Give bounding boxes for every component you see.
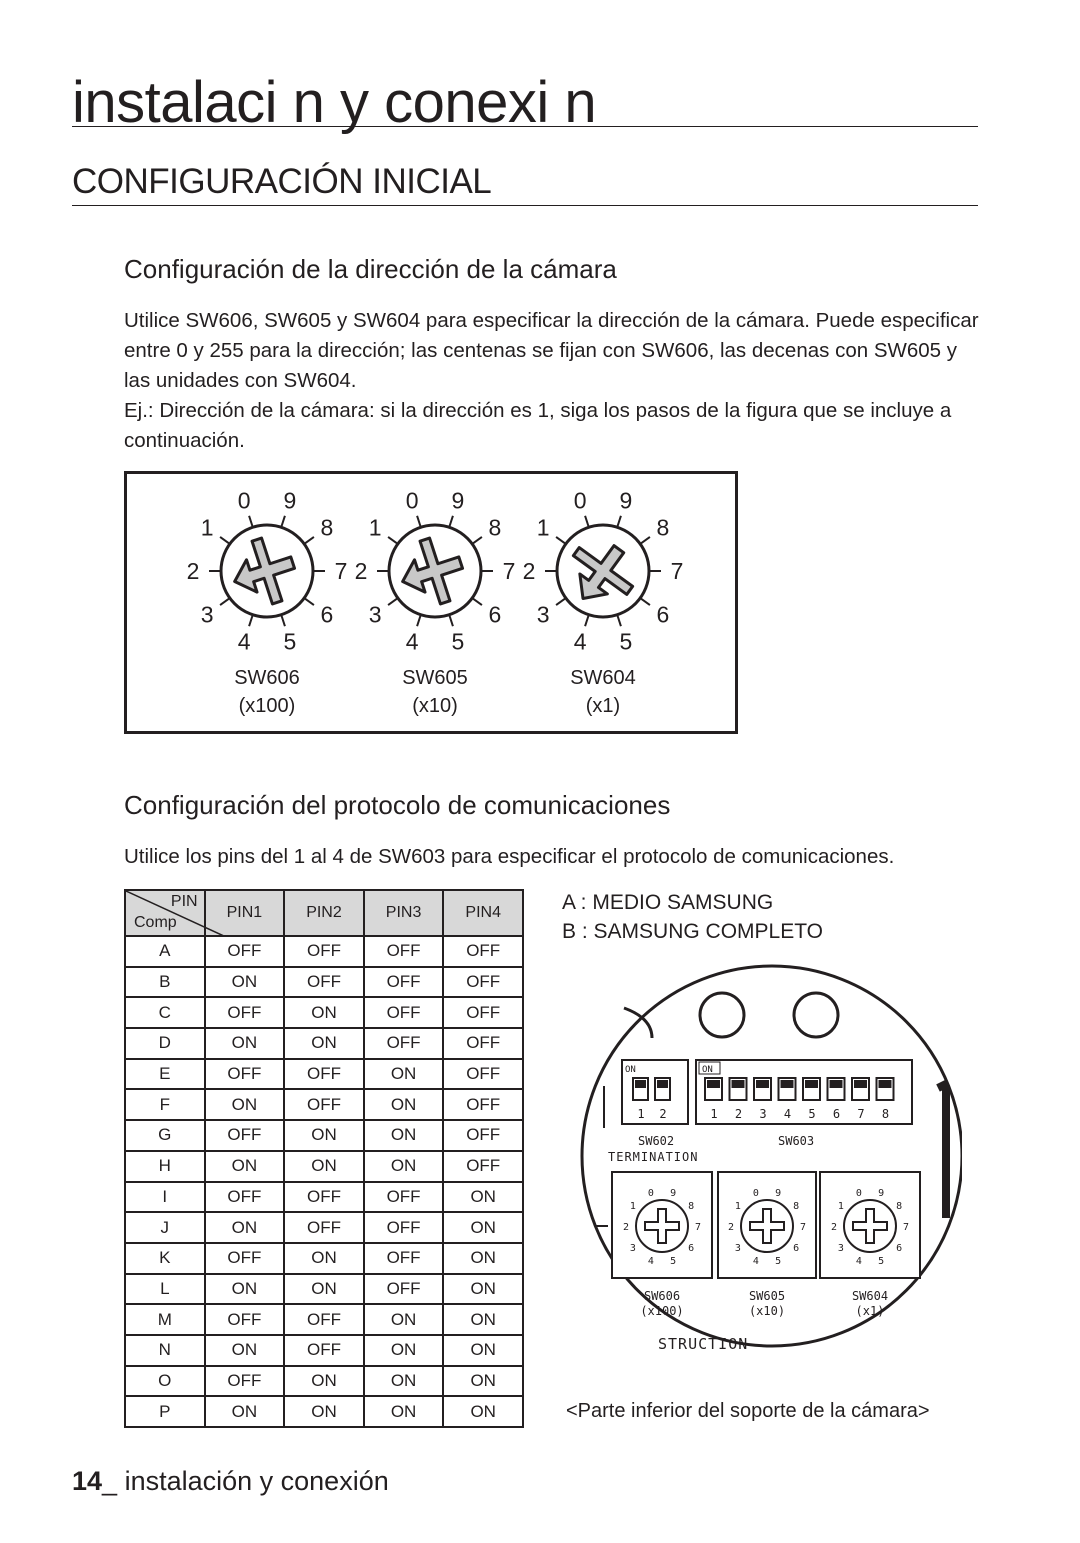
table-cell-pin: OFF [443, 1151, 523, 1182]
rotary-digit: 2 [727, 1222, 735, 1233]
legend-b: B : SAMSUNG COMPLETO [562, 920, 823, 943]
dial-digit: 0 [405, 487, 419, 514]
table-cell-pin: ON [205, 1335, 285, 1366]
dial-digit: 2 [354, 558, 368, 584]
dial-arrow-pointer-0 [224, 531, 302, 613]
dial-digit: 1 [536, 514, 550, 541]
table-cell-pin: ON [205, 1396, 285, 1427]
dial-tick [556, 598, 566, 605]
switch-sw603 [696, 1060, 912, 1124]
dial-arrow-pointer-1 [392, 531, 470, 613]
dial-digit: 7 [502, 558, 516, 584]
table-cell-comp: B [125, 967, 205, 998]
table-cell-pin: OFF [284, 1059, 364, 1090]
dip-pin-number: 7 [857, 1107, 865, 1121]
rotary-dial-figure [124, 471, 738, 734]
table-cell-pin: OFF [364, 967, 444, 998]
sw603-label: SW603 [778, 1134, 815, 1148]
dial-tick [388, 537, 398, 544]
dial-digit: 9 [619, 487, 633, 514]
dial-digit: 6 [488, 601, 502, 628]
rotary-dial-sw605 [355, 488, 516, 717]
dial-digit: 4 [405, 628, 419, 655]
rotary-digit: 4 [752, 1256, 759, 1268]
table-cell-comp: K [125, 1243, 205, 1274]
dial-tick [585, 615, 589, 626]
dial-digit: 5 [619, 628, 633, 655]
dial-tick [304, 537, 314, 544]
dip-pin-number: 8 [881, 1107, 890, 1121]
table-row [125, 1028, 523, 1059]
dial-multiplier: (x10) [412, 695, 458, 717]
table-row [125, 1089, 523, 1120]
dial-digit: 3 [368, 601, 382, 628]
rotary-digit: 6 [793, 1243, 800, 1255]
address-heading: Configuración de la dirección de la cámara [124, 254, 617, 284]
rotary-digit: 0 [855, 1187, 862, 1199]
protocol-table [124, 889, 524, 1428]
dial-digit: 6 [656, 601, 670, 628]
rotary-dials-drawing [127, 474, 735, 731]
legend-a: A : MEDIO SAMSUNG [562, 891, 774, 914]
dip-switch-knob [781, 1080, 794, 1088]
dial-name: SW606 [234, 667, 300, 689]
table-header-row [125, 890, 523, 936]
table-cell-pin: ON [443, 1366, 523, 1397]
table-header-pin1: PIN1 [205, 890, 285, 936]
table-cell-pin: ON [284, 1151, 364, 1182]
termination-label: TERMINATION [608, 1150, 699, 1164]
table-cell-pin: OFF [364, 1243, 444, 1274]
dip-pin-number: 2 [734, 1107, 743, 1121]
table-cell-pin: OFF [443, 1059, 523, 1090]
address-paragraph-2: Ej.: Dirección de la cámara: si la dirección es 1, siga los pasos de la figura que se incluye a continuación. [124, 399, 952, 452]
dial-digit: 0 [237, 487, 251, 514]
table-cell-pin: OFF [284, 1182, 364, 1213]
table-cell-comp: A [125, 936, 205, 967]
table-cell-pin: OFF [284, 1089, 364, 1120]
dial-tick [449, 516, 453, 527]
rotary-digit: 6 [896, 1243, 903, 1255]
rotary-dial-sw604 [523, 488, 684, 717]
protocol-paragraph: Utilice los pins del 1 al 4 de SW603 para especificar el protocolo de comunicaciones. [124, 845, 895, 868]
table-cell-pin: OFF [284, 1212, 364, 1243]
rotary-digit: 8 [688, 1200, 695, 1212]
table-cell-comp: L [125, 1274, 205, 1305]
dip-pin-number: 3 [759, 1107, 767, 1121]
table-cell-pin: OFF [284, 967, 364, 998]
chapter-title: instalaci n y conexi n [72, 70, 597, 135]
table-cell-comp: G [125, 1120, 205, 1151]
table-cell-pin: ON [284, 1120, 364, 1151]
table-cell-pin: OFF [443, 1120, 523, 1151]
table-cell-pin: OFF [364, 1182, 444, 1213]
table-cell-pin: OFF [364, 1212, 444, 1243]
dip-pin-number: 2 [659, 1107, 667, 1121]
dial-tick [472, 598, 482, 605]
table-cell-pin: OFF [205, 1182, 285, 1213]
table-cell-pin: ON [364, 1366, 444, 1397]
dial-tick [220, 598, 230, 605]
rotary-digit: 8 [793, 1200, 800, 1212]
table-corner-cell [125, 890, 205, 936]
table-row [125, 1335, 523, 1366]
dip-switch-knob [635, 1080, 646, 1088]
dial-digit: 1 [368, 514, 382, 541]
table-row [125, 1366, 523, 1397]
section-rule [72, 205, 978, 206]
rotary-name: SW606 [643, 1289, 681, 1303]
dial-tick [417, 516, 421, 527]
rotary-digit: 5 [775, 1256, 782, 1268]
corner-pin-label: PIN [170, 893, 198, 910]
dip-switch-knob [805, 1080, 818, 1088]
table-cell-pin: OFF [205, 1059, 285, 1090]
dial-digit: 6 [320, 601, 334, 628]
table-cell-comp: P [125, 1396, 205, 1427]
dial-tick [220, 537, 230, 544]
table-cell-pin: OFF [443, 997, 523, 1028]
protocol-heading: Configuración del protocolo de comunicaciones [124, 790, 671, 820]
table-cell-comp: C [125, 997, 205, 1028]
board-bottom-label: STRUCTION [658, 1335, 749, 1353]
dial-tick [417, 615, 421, 626]
dip-switch-knob [879, 1080, 892, 1088]
dial-tick [281, 516, 285, 527]
dip-pin-number: 1 [710, 1107, 718, 1121]
dial-tick [281, 615, 285, 626]
dip-switch-knob [756, 1080, 769, 1088]
table-row [125, 1182, 523, 1213]
table-cell-pin: OFF [364, 1274, 444, 1305]
page-number: 14 [72, 1466, 103, 1496]
figure-caption: <Parte inferior del soporte de la cámara> [566, 1400, 930, 1422]
dial-digit: 5 [451, 628, 465, 655]
rotary-digit: 9 [670, 1187, 677, 1199]
table-cell-pin: ON [364, 1151, 444, 1182]
dip-pin-number: 4 [783, 1107, 792, 1121]
table-cell-comp: M [125, 1304, 205, 1335]
sw602-on-label: ON [625, 1065, 636, 1075]
page-footer [72, 1466, 389, 1497]
rotary-digit: 1 [629, 1200, 636, 1212]
table-cell-pin: ON [364, 1089, 444, 1120]
rotary-digit: 9 [878, 1187, 885, 1199]
table-cell-pin: OFF [364, 997, 444, 1028]
table-row [125, 1151, 523, 1182]
table-cell-pin: OFF [205, 1366, 285, 1397]
table-cell-pin: OFF [284, 1335, 364, 1366]
rotary-digit: 0 [647, 1187, 654, 1199]
dial-tick [449, 615, 453, 626]
table-cell-pin: ON [205, 1274, 285, 1305]
table-cell-pin: ON [284, 997, 364, 1028]
rotary-digit: 3 [837, 1243, 844, 1255]
table-body [125, 936, 523, 1427]
table-cell-pin: ON [205, 1028, 285, 1059]
chapter-rule [72, 126, 978, 127]
address-paragraph-1: Utilice SW606, SW605 y SW604 para especificar la dirección de la cámara. Puede especificar entre 0 y 255 para la dirección; las centenas se fijan con SW606, las decenas con SW605 y las unidades con SW604. [124, 309, 979, 392]
table-row [125, 1243, 523, 1274]
rotary-digit: 7 [799, 1222, 807, 1233]
dial-tick [640, 598, 650, 605]
rotary-multiplier: (x100) [640, 1304, 684, 1318]
rotary-digit: 2 [622, 1222, 630, 1233]
dip-pin-number: 5 [808, 1107, 816, 1121]
table-cell-pin: ON [364, 1059, 444, 1090]
dial-digit: 7 [670, 558, 684, 584]
dial-digit: 5 [283, 628, 297, 655]
dial-name: SW604 [570, 667, 636, 689]
dial-digit: 2 [186, 558, 200, 584]
table-cell-pin: ON [443, 1243, 523, 1274]
dial-tick [640, 537, 650, 544]
dip-pin-number: 1 [637, 1107, 645, 1121]
address-body [124, 306, 984, 456]
table-cell-pin: ON [443, 1182, 523, 1213]
dial-tick [304, 598, 314, 605]
table-cell-pin: ON [205, 1089, 285, 1120]
rotary-digit: 7 [902, 1222, 910, 1233]
dial-digit: 4 [237, 628, 251, 655]
dial-digit: 2 [522, 558, 536, 584]
table-cell-pin: OFF [364, 936, 444, 967]
dial-digit: 9 [283, 487, 297, 514]
table-cell-comp: D [125, 1028, 205, 1059]
dial-tick [556, 537, 566, 544]
table-cell-pin: ON [205, 967, 285, 998]
table-cell-pin: OFF [364, 1028, 444, 1059]
rotary-digit: 0 [752, 1187, 759, 1199]
dial-digit: 8 [656, 514, 670, 541]
rotary-name: SW605 [748, 1289, 786, 1303]
sw602-label: SW602 [638, 1134, 675, 1148]
dial-tick [617, 615, 621, 626]
table-cell-pin: OFF [443, 1089, 523, 1120]
table-cell-pin: OFF [205, 1304, 285, 1335]
table-row [125, 936, 523, 967]
table-cell-pin: ON [284, 1274, 364, 1305]
table-cell-pin: ON [443, 1212, 523, 1243]
rotary-digit: 1 [734, 1200, 741, 1212]
rotary-name: SW604 [851, 1289, 889, 1303]
table-row [125, 1120, 523, 1151]
table-cell-comp: I [125, 1182, 205, 1213]
table-cell-pin: ON [284, 1396, 364, 1427]
table-cell-comp: H [125, 1151, 205, 1182]
rotary-digit: 8 [896, 1200, 903, 1212]
table-cell-pin: ON [443, 1274, 523, 1305]
table-cell-pin: ON [284, 1366, 364, 1397]
dial-multiplier: (x100) [238, 695, 296, 717]
dial-digit: 7 [334, 558, 348, 584]
dip-switch-knob [707, 1080, 720, 1088]
corner-comp-label: Comp [134, 914, 177, 931]
dip-pin-number: 6 [832, 1107, 841, 1121]
table-cell-pin: OFF [205, 997, 285, 1028]
dial-digit: 8 [488, 514, 502, 541]
rotary-digit: 2 [830, 1222, 838, 1233]
camera-mount-board-illustration [562, 958, 962, 1378]
dip-switch-knob [854, 1080, 867, 1088]
rotary-digit: 6 [688, 1243, 695, 1255]
table-cell-pin: ON [205, 1151, 285, 1182]
table-cell-pin: OFF [284, 936, 364, 967]
table-header-pin4: PIN4 [443, 890, 523, 936]
footer-text: _ instalación y conexión [102, 1466, 389, 1496]
dial-name: SW605 [402, 667, 468, 689]
table-cell-pin: OFF [443, 967, 523, 998]
dial-digit: 3 [536, 601, 550, 628]
rotary-digit: 5 [878, 1256, 885, 1268]
dial-digit: 4 [573, 628, 587, 655]
rotary-multiplier: (x1) [855, 1304, 885, 1318]
dial-tick [249, 516, 253, 527]
table-cell-comp: J [125, 1212, 205, 1243]
dial-multiplier: (x1) [585, 695, 621, 717]
table-cell-pin: OFF [205, 1120, 285, 1151]
table-cell-pin: ON [205, 1212, 285, 1243]
table-cell-pin: OFF [443, 1028, 523, 1059]
table-cell-pin: ON [443, 1304, 523, 1335]
dial-digit: 8 [320, 514, 334, 541]
table-cell-pin: OFF [284, 1304, 364, 1335]
sw603-on-label: ON [702, 1065, 713, 1075]
table-cell-pin: ON [284, 1028, 364, 1059]
table-cell-pin: ON [364, 1120, 444, 1151]
table-row [125, 1304, 523, 1335]
dip-switch-knob [830, 1080, 843, 1088]
dip-switch-knob [732, 1080, 745, 1088]
dip-switch-knob [657, 1080, 668, 1088]
dial-digit: 3 [200, 601, 214, 628]
table-cell-pin: OFF [205, 936, 285, 967]
dial-digit: 9 [451, 487, 465, 514]
table-row [125, 1059, 523, 1090]
table-cell-comp: O [125, 1366, 205, 1397]
dial-tick [472, 537, 482, 544]
rotary-dial-sw606 [187, 488, 348, 717]
rotary-digit: 4 [647, 1256, 654, 1268]
table-row [125, 997, 523, 1028]
table-cell-pin: ON [443, 1335, 523, 1366]
table-cell-pin: ON [364, 1304, 444, 1335]
table-row [125, 967, 523, 998]
rotary-digit: 4 [855, 1256, 862, 1268]
rotary-digit: 3 [734, 1243, 741, 1255]
dial-tick [388, 598, 398, 605]
switch-sw602 [622, 1060, 688, 1124]
table-header-pin2: PIN2 [284, 890, 364, 936]
rotary-multiplier: (x10) [748, 1304, 786, 1318]
dial-tick [585, 516, 589, 527]
dial-digit: 1 [200, 514, 214, 541]
table-cell-comp: N [125, 1335, 205, 1366]
table-header-pin3: PIN3 [364, 890, 444, 936]
dial-tick [617, 516, 621, 527]
table-cell-pin: ON [284, 1243, 364, 1274]
table-cell-pin: OFF [443, 936, 523, 967]
table-row [125, 1274, 523, 1305]
table-row [125, 1212, 523, 1243]
dial-tick [249, 615, 253, 626]
table-cell-pin: ON [364, 1396, 444, 1427]
section-title: CONFIGURACIÓN INICIAL [72, 162, 492, 201]
table-cell-comp: F [125, 1089, 205, 1120]
table-cell-pin: ON [443, 1396, 523, 1427]
rotary-digit: 9 [775, 1187, 782, 1199]
table-cell-pin: ON [364, 1335, 444, 1366]
rotary-digit: 1 [837, 1200, 844, 1212]
rotary-digit: 3 [629, 1243, 636, 1255]
table-cell-pin: OFF [205, 1243, 285, 1274]
table-row [125, 1396, 523, 1427]
table-cell-comp: E [125, 1059, 205, 1090]
dial-digit: 0 [573, 487, 587, 514]
rotary-digit: 7 [694, 1222, 702, 1233]
rotary-digit: 5 [670, 1256, 677, 1268]
